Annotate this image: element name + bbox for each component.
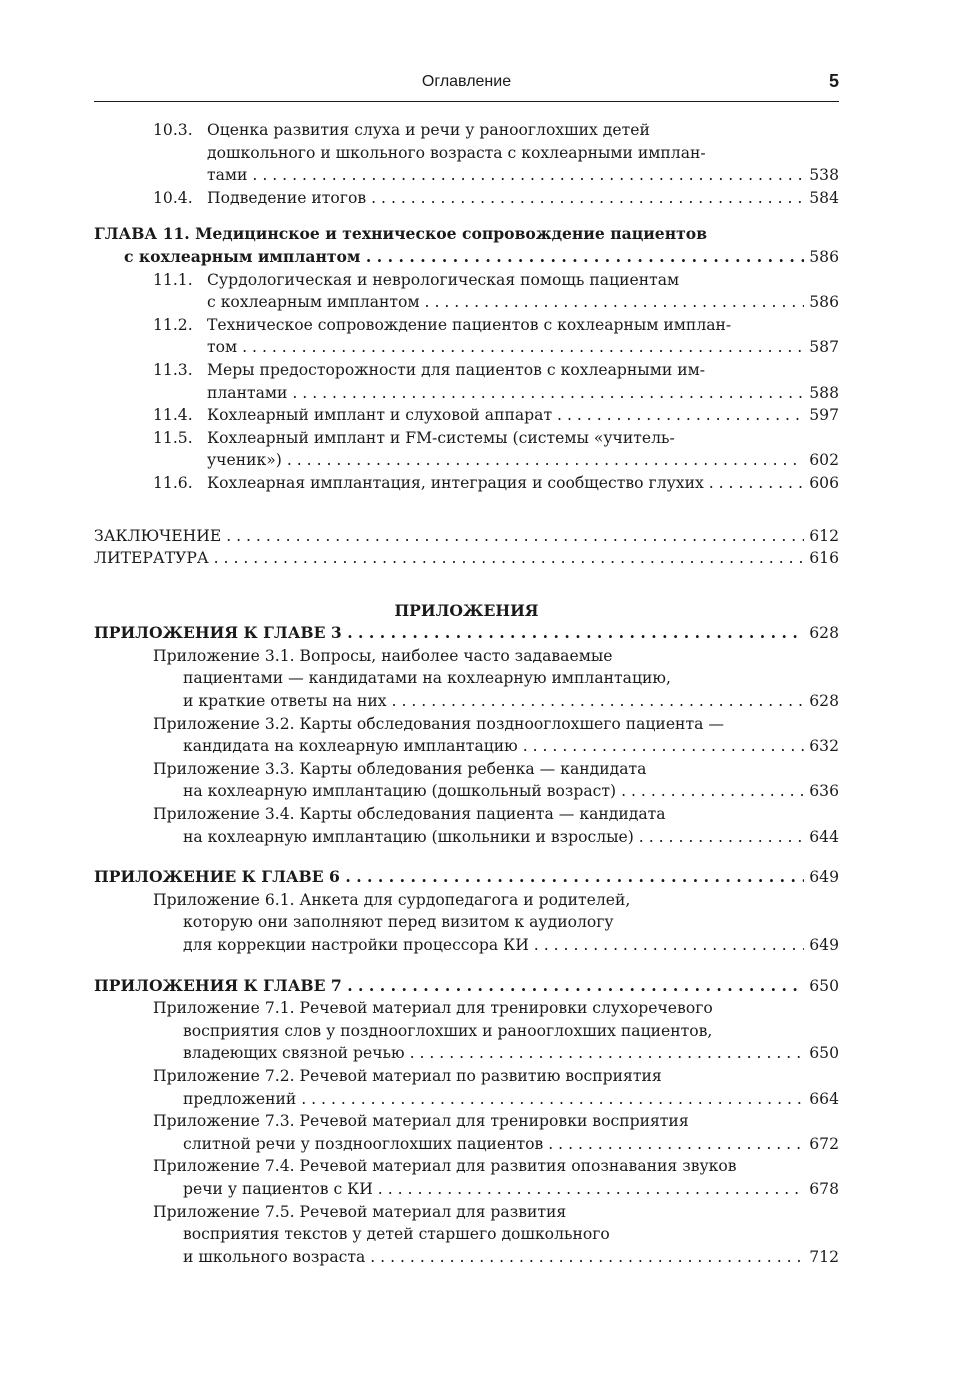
toc-page-number: 636: [804, 780, 839, 803]
toc-line: [94, 142, 839, 165]
toc-entry-text: и школьного возраста . . .: [183, 1246, 804, 1269]
toc-line: [94, 911, 839, 934]
toc-entry-text: том . . .: [207, 336, 804, 359]
toc-entry-text: слитной речи у позднооглохших пациентов . . .: [183, 1133, 804, 1156]
toc-entry: [94, 934, 839, 957]
toc-entry: [94, 336, 839, 359]
toc-entry-text: для коррекции настройки процессора КИ . . .: [183, 934, 804, 957]
toc-entry: [94, 291, 839, 314]
toc-page-number: 650: [804, 1042, 839, 1065]
toc-entry: [94, 975, 839, 998]
toc-page-number: 678: [804, 1178, 839, 1201]
toc-chapter-title: с кохлеарным имплантом . . .: [124, 246, 804, 269]
toc-line: [94, 803, 839, 826]
toc-chapter-title: ГЛАВА 11. Медицинское и техническое сопровождение пациентов: [94, 224, 708, 244]
toc-page-number: 672: [804, 1133, 839, 1156]
toc-entry-text: на кохлеарную имплантацию (школьники и взрослые) . . .: [183, 826, 804, 849]
toc-appendix-group-title: ПРИЛОЖЕНИЯ К ГЛАВЕ 3 . . .: [94, 622, 804, 645]
toc-entry-text: Приложение 3.2. Карты обследования позднооглохшего пациента —: [153, 714, 724, 733]
toc-entry-text: Сурдологическая и неврологическая помощь пациентам: [207, 270, 680, 289]
toc-entry-text: восприятия слов у позднооглохших и ранооглохших пациентов,: [183, 1021, 713, 1040]
toc-line: [94, 645, 839, 668]
toc-page-number: 664: [804, 1088, 839, 1111]
toc-entry-text: Приложение 3.1. Вопросы, наиболее часто задаваемые: [153, 646, 613, 665]
toc-entry: [94, 382, 839, 405]
toc-entry: [94, 547, 839, 570]
toc-entry-text: Кохлеарный имплант и FM-системы (системы «учитель-: [207, 428, 675, 447]
toc-line: [94, 1201, 839, 1224]
toc-line: [94, 667, 839, 690]
toc-entry-text: дошкольного и школьного возраста с кохлеарными имплан-: [207, 143, 706, 162]
toc-line: [94, 1065, 839, 1088]
toc-line: [94, 758, 839, 781]
toc-page-number: 632: [804, 735, 839, 758]
toc-entry-text: которую они заполняют перед визитом к аудиологу: [183, 913, 614, 932]
toc-entry-text: плантами . . .: [207, 382, 804, 405]
toc-page-number: 538: [804, 164, 839, 187]
toc-page-number: 628: [804, 690, 839, 713]
toc-page-number: 597: [804, 404, 839, 427]
toc-section-number: 10.3.: [153, 121, 193, 139]
toc-line: [94, 1110, 839, 1133]
toc-line: [94, 427, 839, 450]
toc-page-number: 649: [804, 866, 839, 889]
toc-entry: [94, 187, 839, 210]
toc-entry-text: ЛИТЕРАТУРА . . .: [94, 547, 804, 570]
toc-page-number: 602: [804, 449, 839, 472]
toc-entry-text: на кохлеарную имплантацию (дошкольный возраст) . . .: [183, 780, 804, 803]
toc-chapter-heading: [94, 223, 839, 246]
toc-entry: [94, 826, 839, 849]
toc-page-number: 644: [804, 826, 839, 849]
toc-entry: [94, 866, 839, 889]
toc-section-number: 11.2.: [153, 315, 193, 334]
toc-entry-text: восприятия текстов у детей старшего дошкольного: [183, 1225, 610, 1244]
toc-page-number: 612: [804, 525, 839, 548]
toc-entry: [94, 449, 839, 472]
toc-line: [94, 1223, 839, 1246]
toc-appendix-group-title: ПРИЛОЖЕНИЯ К ГЛАВЕ 7 . . .: [94, 975, 804, 998]
toc-line: [94, 713, 839, 736]
toc-section-number: 11.4.: [153, 406, 193, 425]
toc-entry-text: Оценка развития слуха и речи у ранооглохших детей: [207, 121, 650, 139]
toc-page-number: 628: [804, 622, 839, 645]
toc-page-number: 712: [804, 1246, 839, 1269]
toc-entry-text: Приложение 3.4. Карты обследования пациента — кандидата: [153, 805, 666, 824]
toc-entry-text: владеющих связной речью . . .: [183, 1042, 804, 1065]
toc-entry-text: и краткие ответы на них . . .: [183, 690, 804, 713]
toc-entry: [94, 1042, 839, 1065]
toc-entry: [94, 1246, 839, 1269]
toc-entry-text: кандидата на кохлеарную имплантацию . . .: [183, 735, 804, 758]
toc-page-number: 606: [804, 472, 839, 495]
toc-section-number: 11.1.: [153, 270, 193, 289]
toc-entry: [94, 164, 839, 187]
appendices-heading: ПРИЛОЖЕНИЯ: [394, 600, 539, 620]
toc-entry-text: Приложение 7.5. Речевой материал для развития: [153, 1202, 567, 1221]
toc-entry-text: Приложение 7.1. Речевой материал для тренировки слухоречевого: [153, 999, 713, 1018]
toc-page-number: 586: [804, 291, 839, 314]
toc-entry-text: речи у пациентов с КИ . . .: [183, 1178, 804, 1201]
toc-entry: [94, 404, 839, 427]
toc-entry-text: Техническое сопровождение пациентов с кохлеарным имплан-: [207, 315, 732, 334]
toc-entry-text: ЗАКЛЮЧЕНИЕ . . .: [94, 525, 804, 548]
toc-entry: [94, 1088, 839, 1111]
toc-page-number: 649: [804, 934, 839, 957]
page-number: 5: [828, 71, 839, 91]
toc-page-number: 586: [804, 246, 839, 269]
toc-page-number: 588: [804, 382, 839, 405]
toc-entry-text: с кохлеарным имплантом . . .: [207, 291, 804, 314]
toc-entry: [94, 780, 839, 803]
toc-entry: [94, 622, 839, 645]
toc-line: [94, 1020, 839, 1043]
toc-line: [94, 889, 839, 912]
toc-entry-text: Кохлеарная имплантация, интеграция и сообщество глухих . . .: [207, 472, 804, 495]
toc-section-number: 11.5.: [153, 428, 193, 447]
toc-line: [94, 314, 839, 337]
toc-entry-text: Кохлеарный имплант и слуховой аппарат . . .: [207, 404, 804, 427]
toc-entry-text: Приложение 6.1. Анкета для сурдопедагога и родителей,: [153, 890, 631, 909]
toc-line: [94, 269, 839, 292]
toc-entry-text: Приложение 7.4. Речевой материал для развития опознавания звуков: [153, 1157, 737, 1176]
toc-entry: [94, 735, 839, 758]
toc-entry: [94, 472, 839, 495]
toc-entry-text: Приложение 3.3. Карты обледования ребенка — кандидата: [153, 759, 647, 778]
page-header: [94, 71, 839, 102]
toc-line: [94, 997, 839, 1020]
toc-entry-text: Меры предосторожности для пациентов с кохлеарными им-: [207, 360, 705, 379]
toc-section-number: 11.6.: [153, 473, 193, 492]
toc-entry: [94, 1133, 839, 1156]
toc-entry-text: пациентами — кандидатами на кохлеарную имплантацию,: [183, 669, 671, 688]
toc-entry-text: тами . . .: [207, 164, 804, 187]
running-title: Оглавление: [421, 73, 512, 90]
toc-section-number: 11.3.: [153, 360, 193, 379]
toc-entry: [94, 1178, 839, 1201]
toc-page-number: 587: [804, 336, 839, 359]
toc-page-number: 616: [804, 547, 839, 570]
toc-entry-text: предложений . . .: [183, 1088, 804, 1111]
toc-entry-text: Приложение 7.3. Речевой материал для тренировки восприятия: [153, 1112, 689, 1131]
toc-appendix-group-title: ПРИЛОЖЕНИЕ К ГЛАВЕ 6 . . .: [94, 866, 804, 889]
toc-page-number: 650: [804, 975, 839, 998]
toc-line: [94, 1155, 839, 1178]
toc-line: [94, 359, 839, 382]
toc-page-number: 584: [804, 187, 839, 210]
toc-entry: [94, 690, 839, 713]
toc-entry-text: Приложение 7.2. Речевой материал по развитию восприятия: [153, 1066, 662, 1085]
toc-entry-text: Подведение итогов . . .: [207, 187, 804, 210]
toc-line: [94, 119, 839, 142]
table-of-contents: [94, 119, 839, 1268]
toc-entry-text: ученик») . . .: [207, 449, 804, 472]
toc-entry: [94, 525, 839, 548]
toc-section-number: 10.4.: [153, 188, 193, 207]
toc-entry: [94, 246, 839, 269]
